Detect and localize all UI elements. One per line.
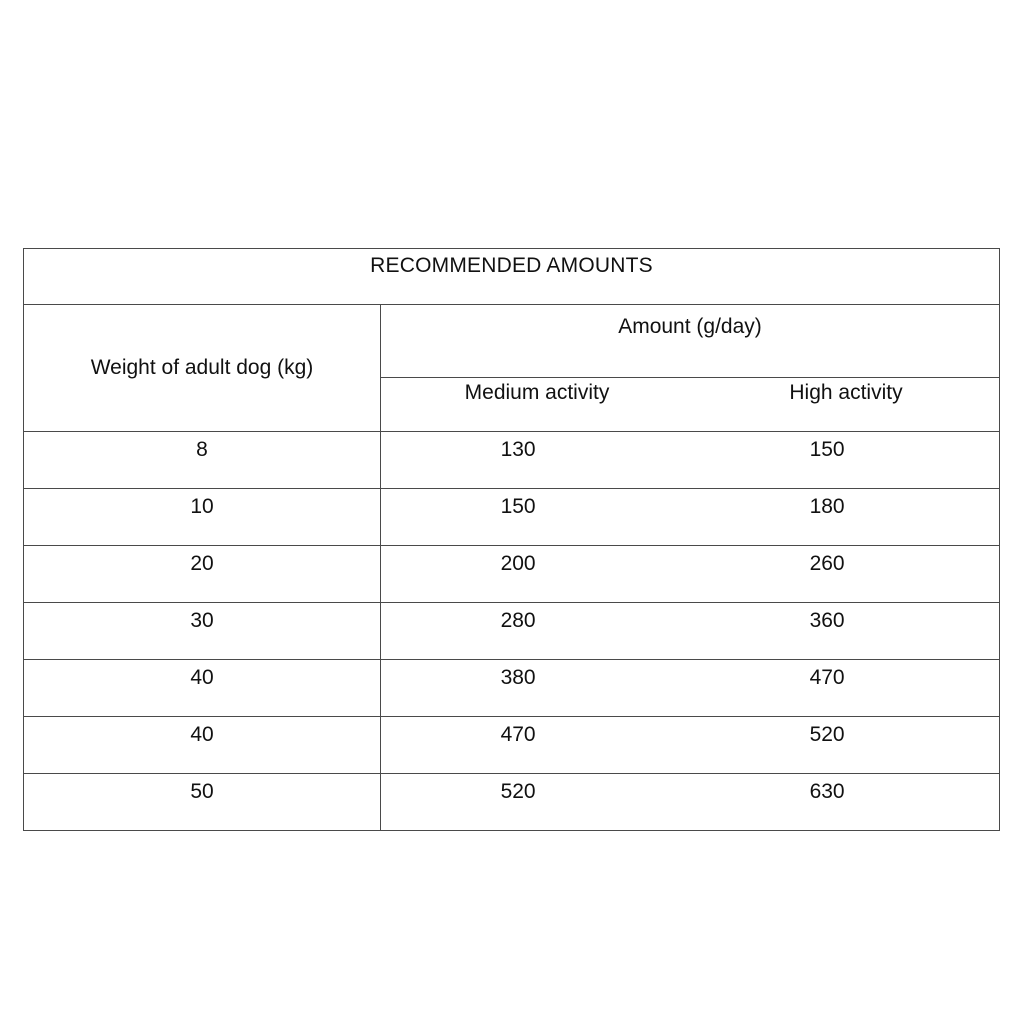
weight-cell: 40 bbox=[24, 717, 381, 774]
medium-amount-cell: 380 bbox=[500, 666, 536, 689]
weight-cell: 30 bbox=[24, 603, 381, 660]
weight-cell: 8 bbox=[24, 432, 381, 489]
medium-amount-cell: 200 bbox=[500, 552, 536, 575]
medium-amount-cell: 470 bbox=[500, 723, 536, 746]
table-row bbox=[24, 546, 1000, 603]
high-amount-cell: 630 bbox=[809, 780, 845, 803]
weight-cell: 40 bbox=[24, 660, 381, 717]
high-amount-cell: 150 bbox=[809, 438, 845, 461]
weight-cell: 50 bbox=[24, 774, 381, 831]
feeding-table-container bbox=[23, 248, 999, 803]
activity-header-cell bbox=[381, 378, 1000, 432]
medium-activity-header: Medium activity bbox=[464, 381, 610, 404]
amount-cell bbox=[381, 603, 1000, 660]
table-row bbox=[24, 489, 1000, 546]
high-amount-cell: 180 bbox=[809, 495, 845, 518]
medium-amount-cell: 130 bbox=[500, 438, 536, 461]
high-amount-cell: 260 bbox=[809, 552, 845, 575]
amount-cell bbox=[381, 432, 1000, 489]
amount-column-header: Amount (g/day) bbox=[381, 305, 1000, 378]
medium-amount-cell: 520 bbox=[500, 780, 536, 803]
weight-cell: 10 bbox=[24, 489, 381, 546]
table-row bbox=[24, 660, 1000, 717]
feeding-table bbox=[23, 248, 1000, 831]
weight-column-header: Weight of adult dog (kg) bbox=[24, 305, 381, 432]
high-activity-header: High activity bbox=[789, 381, 903, 404]
table-row bbox=[24, 432, 1000, 489]
header-row-amount bbox=[24, 305, 1000, 378]
amount-cell bbox=[381, 489, 1000, 546]
medium-amount-cell: 150 bbox=[500, 495, 536, 518]
high-amount-cell: 360 bbox=[809, 609, 845, 632]
table-row bbox=[24, 774, 1000, 831]
high-amount-cell: 470 bbox=[809, 666, 845, 689]
amount-cell bbox=[381, 546, 1000, 603]
amount-cell bbox=[381, 774, 1000, 831]
weight-cell: 20 bbox=[24, 546, 381, 603]
table-row bbox=[24, 603, 1000, 660]
medium-amount-cell: 280 bbox=[500, 609, 536, 632]
table-row bbox=[24, 717, 1000, 774]
amount-cell bbox=[381, 660, 1000, 717]
table-title: RECOMMENDED AMOUNTS bbox=[24, 249, 1000, 305]
title-row bbox=[24, 249, 1000, 305]
amount-cell bbox=[381, 717, 1000, 774]
high-amount-cell: 520 bbox=[809, 723, 845, 746]
